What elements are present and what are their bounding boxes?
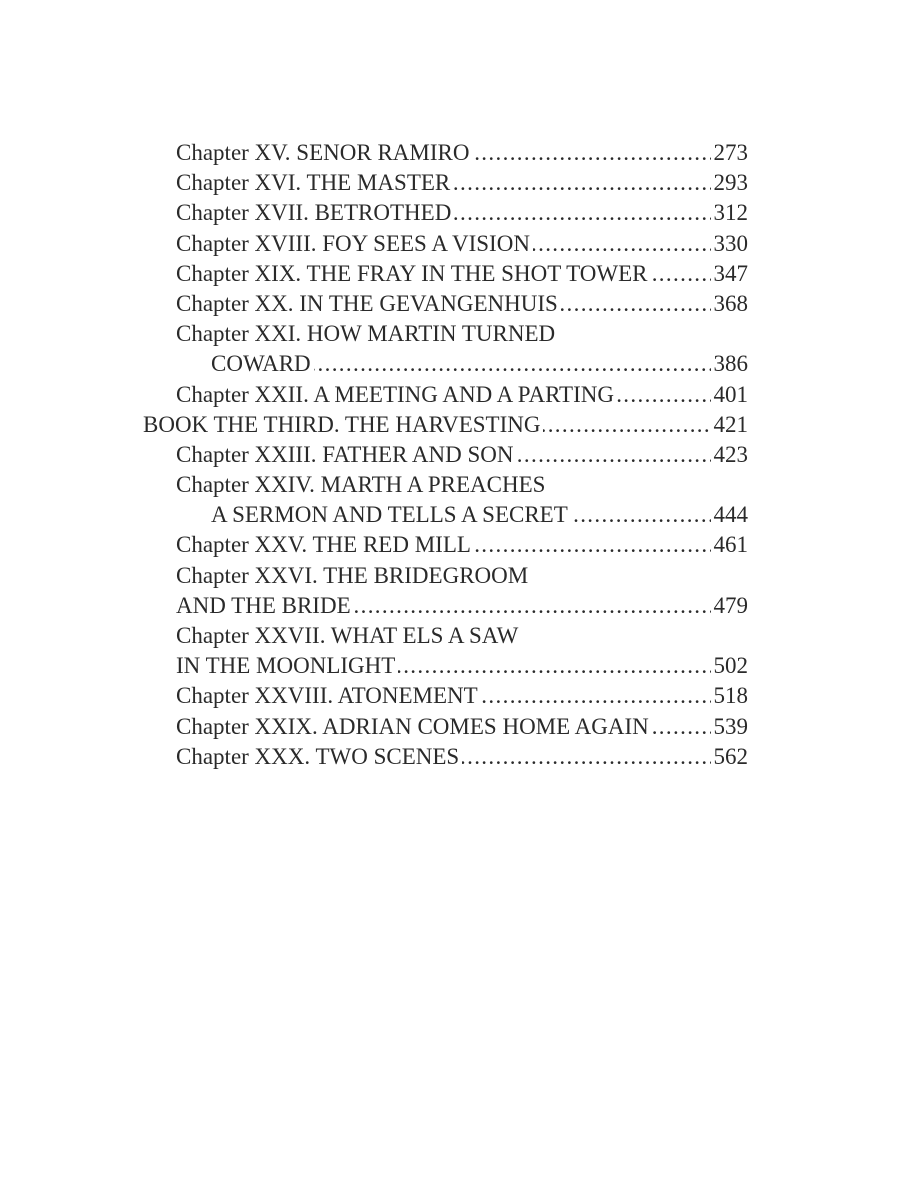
toc-page-number: 423: [711, 440, 749, 470]
toc-entry[interactable]: [0, 259, 900, 289]
toc-entry[interactable]: [0, 138, 900, 168]
toc-entry-title: Chapter XXII. A MEETING AND A PARTING . . .: [176, 380, 748, 410]
toc-page-number: 461: [711, 530, 749, 560]
toc-entry[interactable]: [0, 440, 900, 470]
toc-entry-title-continued: AND THE BRIDE . . .: [176, 591, 748, 621]
toc-entry[interactable]: [0, 742, 900, 772]
toc-entry[interactable]: [0, 681, 900, 711]
toc-page-number: 479: [711, 591, 749, 621]
toc-entry-continuation[interactable]: [0, 651, 900, 681]
toc-entry-title: Chapter XXVI. THE BRIDEGROOM: [176, 561, 748, 591]
toc-entry[interactable]: [0, 530, 900, 560]
toc-page-number: 368: [711, 289, 749, 319]
toc-page-number: 562: [711, 742, 749, 772]
toc-entry-title: Chapter XXIII. FATHER AND SON . . .: [176, 440, 748, 470]
toc-entry-first-line[interactable]: [0, 621, 900, 651]
toc-entry-title: Chapter XV. SENOR RAMIRO . . .: [176, 138, 748, 168]
toc-page-number: 330: [711, 229, 749, 259]
toc-page-number: 273: [711, 138, 749, 168]
toc-entry-title: Chapter XXVII. WHAT ELS A SAW: [176, 621, 748, 651]
toc-entry[interactable]: [0, 198, 900, 228]
toc-page-number: 401: [711, 380, 749, 410]
toc-entry-title: Chapter XVIII. FOY SEES A VISION . . .: [176, 229, 748, 259]
toc-entry-first-line[interactable]: [0, 470, 900, 500]
toc-page-number: 312: [711, 198, 749, 228]
toc-entry[interactable]: [0, 289, 900, 319]
toc-entry-first-line[interactable]: [0, 319, 900, 349]
toc-page-number: 539: [711, 712, 749, 742]
toc-entry-continuation[interactable]: [0, 500, 900, 530]
toc-entry-title: Chapter XIX. THE FRAY IN THE SHOT TOWER . . .: [176, 259, 748, 289]
toc-entry-title-continued: COWARD . . .: [211, 349, 748, 379]
toc-entry-title: Chapter XXIX. ADRIAN COMES HOME AGAIN . . .: [176, 712, 748, 742]
toc-entry-title: Chapter XXIV. MARTH A PREACHES: [176, 470, 748, 500]
toc-entry-title: Chapter XVI. THE MASTER . . .: [176, 168, 748, 198]
toc-entry-continuation[interactable]: [0, 591, 900, 621]
toc-entry[interactable]: [0, 380, 900, 410]
toc-entry-title: Chapter XXI. HOW MARTIN TURNED: [176, 319, 748, 349]
toc-entry-continuation[interactable]: [0, 349, 900, 379]
toc-page-number: 386: [711, 349, 749, 379]
toc-entry[interactable]: [0, 712, 900, 742]
toc-entry-title: Chapter XX. IN THE GEVANGENHUIS . . .: [176, 289, 748, 319]
toc-entry-title: Chapter XXV. THE RED MILL . . .: [176, 530, 748, 560]
table-of-contents: [0, 138, 900, 772]
toc-book-entry[interactable]: [0, 410, 900, 440]
toc-entry-title-continued: A SERMON AND TELLS A SECRET . . .: [211, 500, 748, 530]
toc-page-number: 347: [711, 259, 749, 289]
toc-entry-first-line[interactable]: [0, 561, 900, 591]
toc-page-number: 293: [711, 168, 749, 198]
toc-page-number: 502: [711, 651, 749, 681]
toc-page-number: 518: [711, 681, 749, 711]
toc-entry-title: Chapter XXX. TWO SCENES . . .: [176, 742, 748, 772]
toc-entry-title: Chapter XXVIII. ATONEMENT . . .: [176, 681, 748, 711]
toc-entry-title: Chapter XVII. BETROTHED . . .: [176, 198, 748, 228]
toc-page-number: 421: [711, 410, 749, 440]
toc-entry[interactable]: [0, 229, 900, 259]
toc-book-title: BOOK THE THIRD. THE HARVESTING . . .: [143, 410, 748, 440]
toc-entry-title-continued: IN THE MOONLIGHT . . .: [176, 651, 748, 681]
toc-page-number: 444: [711, 500, 749, 530]
toc-entry[interactable]: [0, 168, 900, 198]
